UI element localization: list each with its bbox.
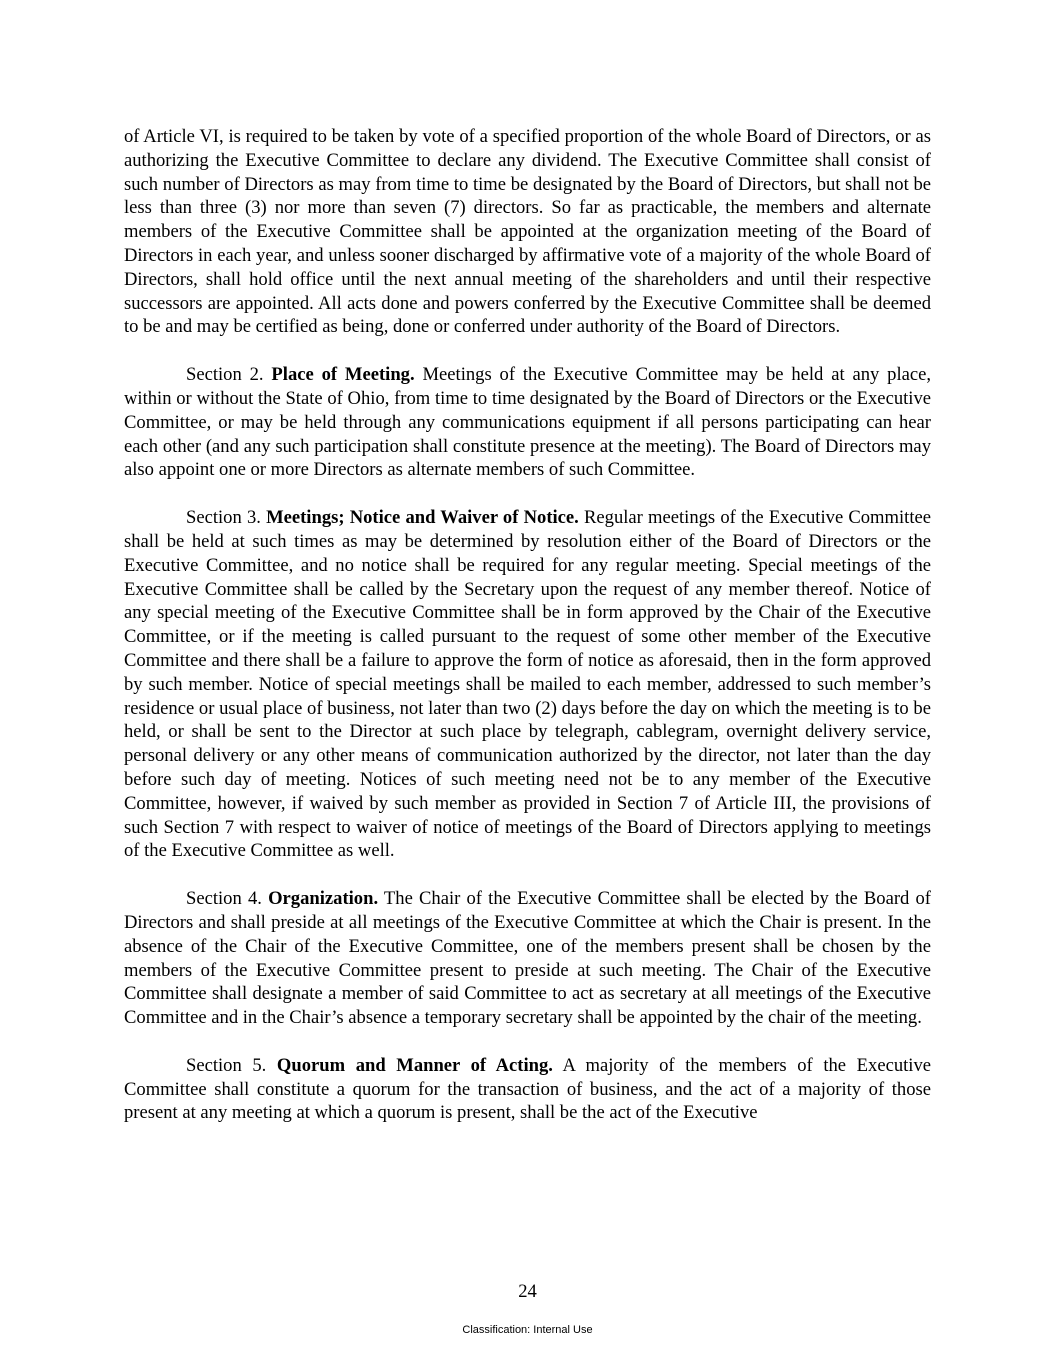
section-heading: Place of Meeting. [271, 364, 415, 386]
paragraph-section-5-quorum [124, 1054, 931, 1125]
classification-label: Classification: Internal Use [462, 1324, 593, 1336]
section-label: Section 5. [186, 1054, 277, 1076]
paragraph-text: Meetings of the Executive Committee may be held at any place, within or without the State of Ohio, from time to time designated by the Board of Directors or the Executive Committee, or may be held through any communications equipment if all persons participating can hear each other (and any such participation shall constitute presence at the meeting). The Board of Directors may also appoint one or more Directors as alternate members of such Committee. [124, 364, 932, 481]
paragraph-text: of Article VI, is required to be taken by vote of a specified proportion of the whole Board of Directors, or as authorizing the Executive Committee to declare any dividend. The Executive Committee shall consist of such number of Directors as may from time to time be designated by the Board of Directors, but shall not be less than three (3) nor more than seven (7) directors. So far as practicable, the members and alternate members of the Executive Committee shall be appointed at the organization meeting of the Board of Directors in each year, and unless sooner discharged by affirmative vote of a majority of the whole Board of Directors, shall hold office until the next annual meeting of the shareholders and until their respective successors are appointed. All acts done and powers conferred by the Executive Committee shall be deemed to be and may be certified as being, done or conferred under authority of the Board of Directors. [124, 126, 931, 338]
paragraph-continuation-article-vi [124, 125, 931, 339]
paragraph-text: A majority of the members of the Executive Committee shall constitute a quorum for the transaction of business, and the act of a majority of those present at any meeting at which a quorum is present, shall be the act of the Executive [124, 1054, 931, 1124]
document-body [124, 125, 931, 1149]
paragraph-section-3-meetings-notice [124, 506, 931, 863]
section-label: Section 2. [186, 364, 272, 386]
paragraph-section-4-organization [124, 887, 931, 1030]
section-heading: Organization. [268, 888, 379, 910]
section-heading: Quorum and Manner of Acting. [276, 1054, 553, 1076]
page-number: 24 [518, 1281, 537, 1302]
section-label: Section 3. [186, 507, 267, 529]
section-label: Section 4. [186, 888, 269, 910]
paragraph-section-2-place-of-meeting [124, 363, 931, 482]
section-heading: Meetings; Notice and Waiver of Notice. [266, 507, 579, 529]
paragraph-text: Regular meetings of the Executive Committee shall be held at such times as may be determined by resolution either of the Board of Directors or the Executive Committee, and no notice shall be required for any regular meeting. Special meetings of the Executive Committee shall be called by the Secretary upon the request of any member thereof. Notice of any special meeting of the Executive Committee shall be in form approved by the Chair of the Executive Committee, or if the meeting is called pursuant to the request of some other member of the Executive Committee and there shall be a failure to approve the form of notice as aforesaid, then in the form approved by such member. Notice of special meetings shall be mailed to each member, addressed to such member’s residence or usual place of business, not later than two (2) days before the day on which the meeting is to be held, or shall be sent to the Director at such place by telegraph, cablegram, overnight delivery service, personal delivery or any other means of communication authorized by the director, not later than the day before such day of meeting. Notices of such meeting need not be to any member of the Executive Committee, however, if waived by such member as provided in Section 7 of Article III, the provisions of such Section 7 with respect to waiver of notice of meetings of the Board of Directors applying to meetings of the Executive Committee as well. [124, 507, 931, 862]
paragraph-text: The Chair of the Executive Committee shall be elected by the Board of Directors and shall preside at all meetings of the Executive Committee at which the Chair is present. In the absence of the Chair of the Executive Committee, one of the members present shall be chosen by the members of the Executive Committee present to preside at such meeting. The Chair of the Executive Committee shall designate a member of said Committee to act as secretary at all meetings of the Executive Committee and in the Chair’s absence a temporary secretary shall be appointed by the chair of the meeting. [124, 888, 931, 1029]
